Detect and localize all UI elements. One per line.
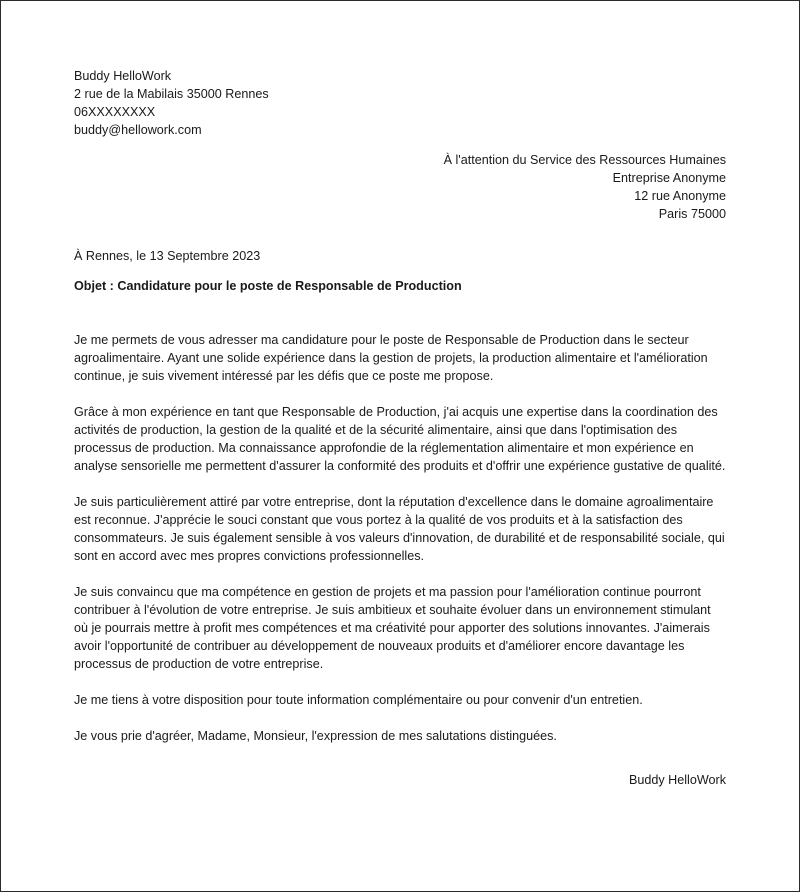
letter-content xyxy=(74,67,726,789)
date-line: À Rennes, le 13 Septembre 2023 xyxy=(74,249,261,263)
closing-paragraph: Je vous prie d'agréer, Madame, Monsieur, l'expression de mes salutations distinguées. xyxy=(74,729,557,743)
sender-block xyxy=(74,67,726,139)
body-paragraph: Grâce à mon expérience en tant que Responsable de Production, j'ai acquis une expertise dans la coordination des activités de production, la gestion de la qualité et de la sécurité alimentaire, ainsi que dans l'optimisation des processus de production. Ma connaissance approfondie de la réglementation alimentaire et mon expérience en analyse sensorielle me permettent d'assurer la conformité des produits et d'offrir une expérience gustative de qualité. xyxy=(74,405,726,473)
recipient-company: Entreprise Anonyme xyxy=(612,171,726,185)
sender-address: 2 rue de la Mabilais 35000 Rennes xyxy=(74,87,269,101)
sender-phone: 06XXXXXXXX xyxy=(74,105,156,119)
recipient-attention: À l'attention du Service des Ressources Humaines xyxy=(443,153,726,167)
body-paragraph: Je suis particulièrement attiré par votre entreprise, dont la réputation d'excellence dans le domaine agroalimentaire est reconnue. J'apprécie le souci constant que vous portez à la qualité de vos produits et à la satisfaction des consommateurs. Je suis également sensible à vos valeurs d'innovation, de durabilité et de responsabilité sociale, qui sont en accord avec mes propres convictions professionnelles. xyxy=(74,495,725,563)
body-paragraph: Je suis convaincu que ma compétence en gestion de projets et ma passion pour l'amélioration continue pourront contribuer à l'évolution de votre entreprise. Je suis ambitieux et souhaite évoluer dans un environnement stimulant où je pourrais mettre à profit mes compétences et ma créativité pour apporter des solutions innovantes. J'aimerais avoir l'opportunité de contribuer au développement de nouveaux produits et d'améliorer encore davantage les processus de production de votre entreprise. xyxy=(74,585,711,671)
signature: Buddy HelloWork xyxy=(628,773,726,787)
subject-line: Objet : Candidature pour le poste de Responsable de Production xyxy=(74,279,462,293)
sender-email: buddy@hellowork.com xyxy=(74,123,202,137)
body-paragraph: Je me tiens à votre disposition pour toute information complémentaire ou pour convenir d'un entretien. xyxy=(74,693,643,707)
recipient-city: Paris 75000 xyxy=(658,207,726,221)
letter-body xyxy=(74,331,726,745)
recipient-block xyxy=(74,151,726,223)
body-paragraph: Je me permets de vous adresser ma candidature pour le poste de Responsable de Production dans le secteur agroalimentaire. Ayant une solide expérience dans la gestion de projets, la production alimentaire et l'amélioration continue, je suis vivement intéressé par les défis que ce poste me propose. xyxy=(74,333,708,383)
recipient-street: 12 rue Anonyme xyxy=(634,189,726,203)
sender-name: Buddy HelloWork xyxy=(74,69,172,83)
